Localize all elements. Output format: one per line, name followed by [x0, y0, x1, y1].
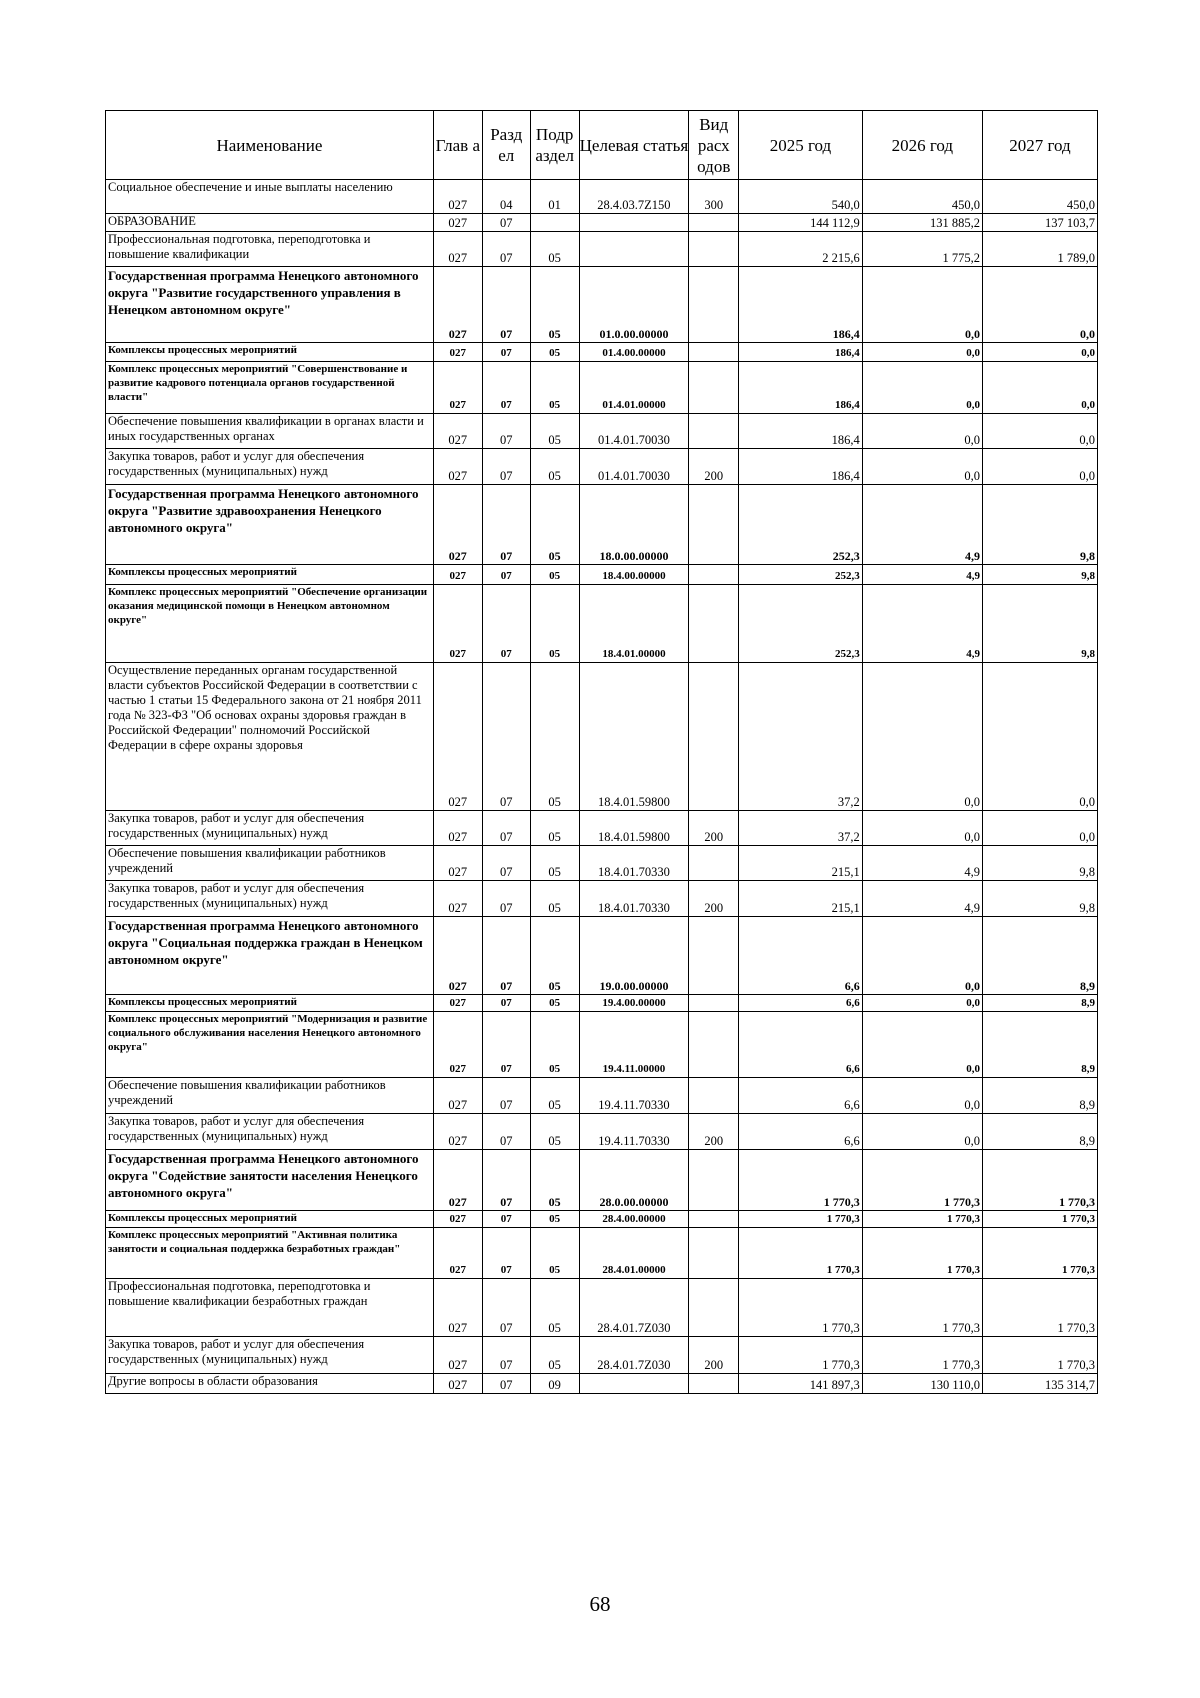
- cell-razdel: 07: [482, 881, 530, 917]
- cell-y2027: 9,8: [982, 585, 1097, 663]
- cell-podrazdel: 01: [530, 180, 579, 214]
- cell-tselevaya: [579, 232, 689, 267]
- table-row: [106, 1337, 1098, 1374]
- cell-y2026: 0,0: [862, 362, 982, 414]
- cell-y2026: 0,0: [862, 663, 982, 811]
- cell-glava: 027: [433, 343, 482, 362]
- cell-razdel: 07: [482, 1211, 530, 1228]
- cell-tselevaya: 18.0.00.00000: [579, 485, 689, 565]
- cell-razdel: 07: [482, 485, 530, 565]
- cell-podrazdel: 05: [530, 1211, 579, 1228]
- table-row: [106, 995, 1098, 1012]
- cell-tselevaya: 28.0.00.00000: [579, 1150, 689, 1211]
- cell-tselevaya: 19.4.00.00000: [579, 995, 689, 1012]
- cell-y2025: 6,6: [739, 995, 862, 1012]
- cell-y2026: 450,0: [862, 180, 982, 214]
- cell-y2027: 8,9: [982, 1012, 1097, 1078]
- cell-glava: 027: [433, 1012, 482, 1078]
- cell-y2025: 186,4: [739, 267, 862, 343]
- cell-y2027: 9,8: [982, 485, 1097, 565]
- header-vid: Вид расх одов: [689, 111, 739, 180]
- cell-razdel: 07: [482, 995, 530, 1012]
- cell-name: Комплекс процессных мероприятий "Обеспечение организации оказания медицинской помощи в Ненецком автономном округе": [106, 585, 434, 663]
- cell-y2027: 8,9: [982, 1114, 1097, 1150]
- table-row: [106, 1078, 1098, 1114]
- cell-y2027: 0,0: [982, 362, 1097, 414]
- cell-vid: [689, 995, 739, 1012]
- table-row: [106, 414, 1098, 449]
- cell-y2025: 186,4: [739, 362, 862, 414]
- cell-razdel: 07: [482, 1114, 530, 1150]
- table-row: [106, 449, 1098, 485]
- cell-name: Осуществление переданных органам государственной власти субъектов Российской Федерации в соответствии с частью 1 статьи 15 Федерального закона от 21 ноября 2011 года № 323-ФЗ "Об основах охраны здоровья граждан в Российской Федерации" полномочий Российской Федерации в сфере охраны здоровья: [106, 663, 434, 811]
- cell-podrazdel: 05: [530, 565, 579, 585]
- cell-glava: 027: [433, 1228, 482, 1279]
- table-row: [106, 343, 1098, 362]
- cell-name: Другие вопросы в области образования: [106, 1374, 434, 1394]
- cell-tselevaya: 18.4.01.70330: [579, 846, 689, 881]
- cell-y2026: 4,9: [862, 881, 982, 917]
- cell-y2025: 186,4: [739, 343, 862, 362]
- cell-podrazdel: 05: [530, 362, 579, 414]
- cell-name: Комплексы процессных мероприятий: [106, 565, 434, 585]
- cell-tselevaya: 18.4.01.59800: [579, 663, 689, 811]
- cell-y2025: 540,0: [739, 180, 862, 214]
- cell-y2025: 186,4: [739, 449, 862, 485]
- cell-y2027: 1 770,3: [982, 1150, 1097, 1211]
- table-row: [106, 485, 1098, 565]
- cell-vid: [689, 1012, 739, 1078]
- cell-y2025: 6,6: [739, 1012, 862, 1078]
- cell-podrazdel: 05: [530, 343, 579, 362]
- cell-glava: 027: [433, 1150, 482, 1211]
- cell-y2026: 1 770,3: [862, 1150, 982, 1211]
- cell-y2027: 9,8: [982, 881, 1097, 917]
- cell-glava: 027: [433, 414, 482, 449]
- cell-y2025: 37,2: [739, 663, 862, 811]
- page-number: 68: [589, 1592, 611, 1616]
- cell-tselevaya: 18.4.01.59800: [579, 811, 689, 846]
- table-row: [106, 811, 1098, 846]
- cell-podrazdel: 05: [530, 881, 579, 917]
- cell-y2026: 1 770,3: [862, 1279, 982, 1337]
- cell-vid: 300: [689, 180, 739, 214]
- cell-y2026: 4,9: [862, 565, 982, 585]
- cell-tselevaya: 19.4.11.70330: [579, 1114, 689, 1150]
- cell-tselevaya: 18.4.01.70330: [579, 881, 689, 917]
- header-2027: 2027 год: [982, 111, 1097, 180]
- cell-y2025: 37,2: [739, 811, 862, 846]
- cell-podrazdel: 05: [530, 1337, 579, 1374]
- cell-y2027: 0,0: [982, 811, 1097, 846]
- cell-y2025: 141 897,3: [739, 1374, 862, 1394]
- table-row: [106, 846, 1098, 881]
- cell-tselevaya: 18.4.00.00000: [579, 565, 689, 585]
- cell-tselevaya: 28.4.03.7Z150: [579, 180, 689, 214]
- cell-y2027: 0,0: [982, 449, 1097, 485]
- cell-y2025: 1 770,3: [739, 1279, 862, 1337]
- header-tselevaya: Целевая статья: [579, 111, 689, 180]
- cell-name: Закупка товаров, работ и услуг для обеспечения государственных (муниципальных) нужд: [106, 1337, 434, 1374]
- cell-razdel: 07: [482, 449, 530, 485]
- cell-y2026: 130 110,0: [862, 1374, 982, 1394]
- cell-glava: 027: [433, 585, 482, 663]
- cell-razdel: 04: [482, 180, 530, 214]
- cell-glava: 027: [433, 995, 482, 1012]
- cell-glava: 027: [433, 1114, 482, 1150]
- cell-vid: [689, 663, 739, 811]
- cell-name: Комплекс процессных мероприятий "Совершенствование и развитие кадрового потенциала органов государственной власти": [106, 362, 434, 414]
- cell-y2027: 137 103,7: [982, 214, 1097, 232]
- cell-y2026: 1 770,3: [862, 1337, 982, 1374]
- cell-glava: 027: [433, 214, 482, 232]
- cell-y2025: 252,3: [739, 485, 862, 565]
- cell-y2027: 1 770,3: [982, 1337, 1097, 1374]
- cell-podrazdel: 05: [530, 485, 579, 565]
- cell-razdel: 07: [482, 1337, 530, 1374]
- table-row: [106, 1228, 1098, 1279]
- table-row: [106, 1150, 1098, 1211]
- cell-vid: [689, 1228, 739, 1279]
- cell-glava: 027: [433, 917, 482, 995]
- table-row: [106, 881, 1098, 917]
- cell-y2026: 1 770,3: [862, 1228, 982, 1279]
- table-row: [106, 1279, 1098, 1337]
- budget-table: [105, 110, 1098, 1394]
- cell-glava: 027: [433, 881, 482, 917]
- cell-y2026: 0,0: [862, 1114, 982, 1150]
- cell-name: Социальное обеспечение и иные выплаты населению: [106, 180, 434, 214]
- cell-name: Обеспечение повышения квалификации в органах власти и иных государственных органах: [106, 414, 434, 449]
- cell-tselevaya: 28.4.00.00000: [579, 1211, 689, 1228]
- cell-podrazdel: 05: [530, 232, 579, 267]
- cell-vid: [689, 485, 739, 565]
- cell-glava: 027: [433, 1337, 482, 1374]
- cell-razdel: 07: [482, 565, 530, 585]
- cell-podrazdel: 05: [530, 267, 579, 343]
- cell-y2025: 1 770,3: [739, 1337, 862, 1374]
- cell-glava: 027: [433, 449, 482, 485]
- table-row: [106, 663, 1098, 811]
- header-podrazdel: Подр аздел: [530, 111, 579, 180]
- cell-y2025: 6,6: [739, 1078, 862, 1114]
- cell-name: Комплекс процессных мероприятий "Модернизация и развитие социального обслуживания населения Ненецкого автономного округа": [106, 1012, 434, 1078]
- cell-y2026: 4,9: [862, 585, 982, 663]
- cell-tselevaya: 01.0.00.00000: [579, 267, 689, 343]
- cell-name: Комплексы процессных мероприятий: [106, 1211, 434, 1228]
- cell-vid: [689, 267, 739, 343]
- cell-y2026: 4,9: [862, 846, 982, 881]
- cell-y2027: 135 314,7: [982, 1374, 1097, 1394]
- cell-tselevaya: 01.4.01.00000: [579, 362, 689, 414]
- table-row: [106, 180, 1098, 214]
- cell-podrazdel: 05: [530, 917, 579, 995]
- cell-vid: [689, 1279, 739, 1337]
- cell-y2027: 1 770,3: [982, 1211, 1097, 1228]
- cell-vid: [689, 343, 739, 362]
- cell-glava: 027: [433, 232, 482, 267]
- cell-podrazdel: 05: [530, 1279, 579, 1337]
- cell-name: Профессиональная подготовка, переподготовка и повышение квалификации: [106, 232, 434, 267]
- cell-podrazdel: 05: [530, 449, 579, 485]
- cell-y2027: 0,0: [982, 267, 1097, 343]
- header-glava: Глав а: [433, 111, 482, 180]
- cell-tselevaya: 01.4.01.70030: [579, 414, 689, 449]
- cell-name: Государственная программа Ненецкого автономного округа "Развитие здравоохранения Ненецкого автономного округа": [106, 485, 434, 565]
- cell-name: Комплексы процессных мероприятий: [106, 995, 434, 1012]
- cell-y2025: 252,3: [739, 585, 862, 663]
- cell-podrazdel: 05: [530, 1078, 579, 1114]
- cell-vid: [689, 362, 739, 414]
- cell-y2026: 0,0: [862, 917, 982, 995]
- cell-y2026: 1 775,2: [862, 232, 982, 267]
- cell-razdel: 07: [482, 214, 530, 232]
- cell-y2027: 8,9: [982, 1078, 1097, 1114]
- cell-vid: [689, 1211, 739, 1228]
- cell-y2025: 6,6: [739, 1114, 862, 1150]
- cell-razdel: 07: [482, 663, 530, 811]
- cell-razdel: 07: [482, 917, 530, 995]
- cell-podrazdel: 05: [530, 846, 579, 881]
- header-row: [106, 111, 1098, 180]
- cell-podrazdel: 05: [530, 811, 579, 846]
- cell-name: Закупка товаров, работ и услуг для обеспечения государственных (муниципальных) нужд: [106, 881, 434, 917]
- cell-name: Государственная программа Ненецкого автономного округа "Содействие занятости населения Ненецкого автономного округа": [106, 1150, 434, 1211]
- table-row: [106, 362, 1098, 414]
- cell-y2026: 0,0: [862, 267, 982, 343]
- table-row: [106, 214, 1098, 232]
- cell-razdel: 07: [482, 362, 530, 414]
- cell-y2025: 2 215,6: [739, 232, 862, 267]
- cell-y2026: 1 770,3: [862, 1211, 982, 1228]
- cell-name: Обеспечение повышения квалификации работников учреждений: [106, 1078, 434, 1114]
- cell-razdel: 07: [482, 1279, 530, 1337]
- table-row: [106, 1012, 1098, 1078]
- header-2026: 2026 год: [862, 111, 982, 180]
- cell-y2025: 252,3: [739, 565, 862, 585]
- cell-tselevaya: 28.4.01.00000: [579, 1228, 689, 1279]
- cell-razdel: 07: [482, 846, 530, 881]
- cell-name: Профессиональная подготовка, переподготовка и повышение квалификации безработных граждан: [106, 1279, 434, 1337]
- cell-name: ОБРАЗОВАНИЕ: [106, 214, 434, 232]
- cell-glava: 027: [433, 811, 482, 846]
- cell-y2026: 0,0: [862, 449, 982, 485]
- cell-glava: 027: [433, 565, 482, 585]
- cell-tselevaya: 01.4.01.70030: [579, 449, 689, 485]
- cell-name: Закупка товаров, работ и услуг для обеспечения государственных (муниципальных) нужд: [106, 1114, 434, 1150]
- cell-razdel: 07: [482, 1374, 530, 1394]
- cell-y2027: 0,0: [982, 343, 1097, 362]
- cell-podrazdel: 05: [530, 1150, 579, 1211]
- table-row: [106, 1114, 1098, 1150]
- cell-y2027: 1 770,3: [982, 1279, 1097, 1337]
- cell-y2025: 1 770,3: [739, 1228, 862, 1279]
- cell-vid: [689, 585, 739, 663]
- cell-podrazdel: 05: [530, 414, 579, 449]
- cell-name: Обеспечение повышения квалификации работников учреждений: [106, 846, 434, 881]
- cell-y2025: 215,1: [739, 846, 862, 881]
- table-row: [106, 585, 1098, 663]
- cell-tselevaya: [579, 214, 689, 232]
- table-row: [106, 267, 1098, 343]
- cell-vid: [689, 565, 739, 585]
- header-name: Наименование: [106, 111, 434, 180]
- cell-glava: 027: [433, 846, 482, 881]
- cell-podrazdel: 05: [530, 585, 579, 663]
- cell-razdel: 07: [482, 343, 530, 362]
- cell-vid: 200: [689, 1114, 739, 1150]
- cell-glava: 027: [433, 1211, 482, 1228]
- cell-vid: 200: [689, 811, 739, 846]
- cell-y2027: 1 770,3: [982, 1228, 1097, 1279]
- cell-vid: [689, 214, 739, 232]
- cell-name: Закупка товаров, работ и услуг для обеспечения государственных (муниципальных) нужд: [106, 449, 434, 485]
- cell-y2025: 1 770,3: [739, 1150, 862, 1211]
- cell-y2025: 215,1: [739, 881, 862, 917]
- cell-y2027: 0,0: [982, 414, 1097, 449]
- cell-y2027: 0,0: [982, 663, 1097, 811]
- table-row: [106, 565, 1098, 585]
- cell-glava: 027: [433, 1078, 482, 1114]
- cell-y2027: 8,9: [982, 995, 1097, 1012]
- cell-name: Закупка товаров, работ и услуг для обеспечения государственных (муниципальных) нужд: [106, 811, 434, 846]
- cell-y2025: 6,6: [739, 917, 862, 995]
- cell-vid: [689, 1374, 739, 1394]
- cell-vid: [689, 917, 739, 995]
- cell-name: Комплекс процессных мероприятий "Активная политика занятости и социальная поддержка безработных граждан": [106, 1228, 434, 1279]
- table-row: [106, 1374, 1098, 1394]
- cell-podrazdel: 09: [530, 1374, 579, 1394]
- cell-vid: [689, 414, 739, 449]
- cell-y2026: 0,0: [862, 343, 982, 362]
- cell-razdel: 07: [482, 1078, 530, 1114]
- cell-razdel: 07: [482, 1228, 530, 1279]
- cell-y2026: 4,9: [862, 485, 982, 565]
- table-row: [106, 232, 1098, 267]
- header-razdel: Разд ел: [482, 111, 530, 180]
- cell-tselevaya: 28.4.01.7Z030: [579, 1337, 689, 1374]
- cell-glava: 027: [433, 1279, 482, 1337]
- cell-tselevaya: 19.4.11.70330: [579, 1078, 689, 1114]
- cell-name: Государственная программа Ненецкого автономного округа "Социальная поддержка граждан в Ненецком автономном округе": [106, 917, 434, 995]
- table-row: [106, 1211, 1098, 1228]
- cell-podrazdel: 05: [530, 1114, 579, 1150]
- cell-y2026: 0,0: [862, 1012, 982, 1078]
- table-row: [106, 917, 1098, 995]
- cell-podrazdel: [530, 214, 579, 232]
- cell-razdel: 07: [482, 1150, 530, 1211]
- cell-razdel: 07: [482, 267, 530, 343]
- budget-sheet: [105, 110, 1098, 1394]
- cell-glava: 027: [433, 663, 482, 811]
- cell-y2025: 144 112,9: [739, 214, 862, 232]
- cell-podrazdel: 05: [530, 1012, 579, 1078]
- cell-razdel: 07: [482, 811, 530, 846]
- cell-podrazdel: 05: [530, 663, 579, 811]
- cell-vid: [689, 1150, 739, 1211]
- header-2025: 2025 год: [739, 111, 862, 180]
- cell-y2027: 8,9: [982, 917, 1097, 995]
- cell-y2027: 9,8: [982, 565, 1097, 585]
- cell-glava: 027: [433, 362, 482, 414]
- cell-name: Комплексы процессных мероприятий: [106, 343, 434, 362]
- cell-y2026: 0,0: [862, 1078, 982, 1114]
- cell-vid: [689, 1078, 739, 1114]
- cell-y2026: 0,0: [862, 414, 982, 449]
- cell-glava: 027: [433, 1374, 482, 1394]
- cell-y2025: 186,4: [739, 414, 862, 449]
- cell-glava: 027: [433, 267, 482, 343]
- cell-vid: 200: [689, 449, 739, 485]
- cell-y2027: 9,8: [982, 846, 1097, 881]
- cell-vid: [689, 232, 739, 267]
- cell-tselevaya: [579, 1374, 689, 1394]
- cell-tselevaya: 19.4.11.00000: [579, 1012, 689, 1078]
- cell-glava: 027: [433, 180, 482, 214]
- cell-razdel: 07: [482, 585, 530, 663]
- cell-tselevaya: 28.4.01.7Z030: [579, 1279, 689, 1337]
- cell-razdel: 07: [482, 414, 530, 449]
- cell-tselevaya: 01.4.00.00000: [579, 343, 689, 362]
- cell-tselevaya: 18.4.01.00000: [579, 585, 689, 663]
- cell-vid: [689, 846, 739, 881]
- cell-y2026: 0,0: [862, 811, 982, 846]
- cell-razdel: 07: [482, 232, 530, 267]
- cell-y2025: 1 770,3: [739, 1211, 862, 1228]
- cell-razdel: 07: [482, 1012, 530, 1078]
- cell-tselevaya: 19.0.00.00000: [579, 917, 689, 995]
- cell-podrazdel: 05: [530, 995, 579, 1012]
- cell-y2027: 1 789,0: [982, 232, 1097, 267]
- cell-vid: 200: [689, 881, 739, 917]
- cell-y2026: 0,0: [862, 995, 982, 1012]
- cell-name: Государственная программа Ненецкого автономного округа "Развитие государственного управления в Ненецком автономном округе": [106, 267, 434, 343]
- cell-vid: 200: [689, 1337, 739, 1374]
- cell-glava: 027: [433, 485, 482, 565]
- cell-y2027: 450,0: [982, 180, 1097, 214]
- cell-podrazdel: 05: [530, 1228, 579, 1279]
- cell-y2026: 131 885,2: [862, 214, 982, 232]
